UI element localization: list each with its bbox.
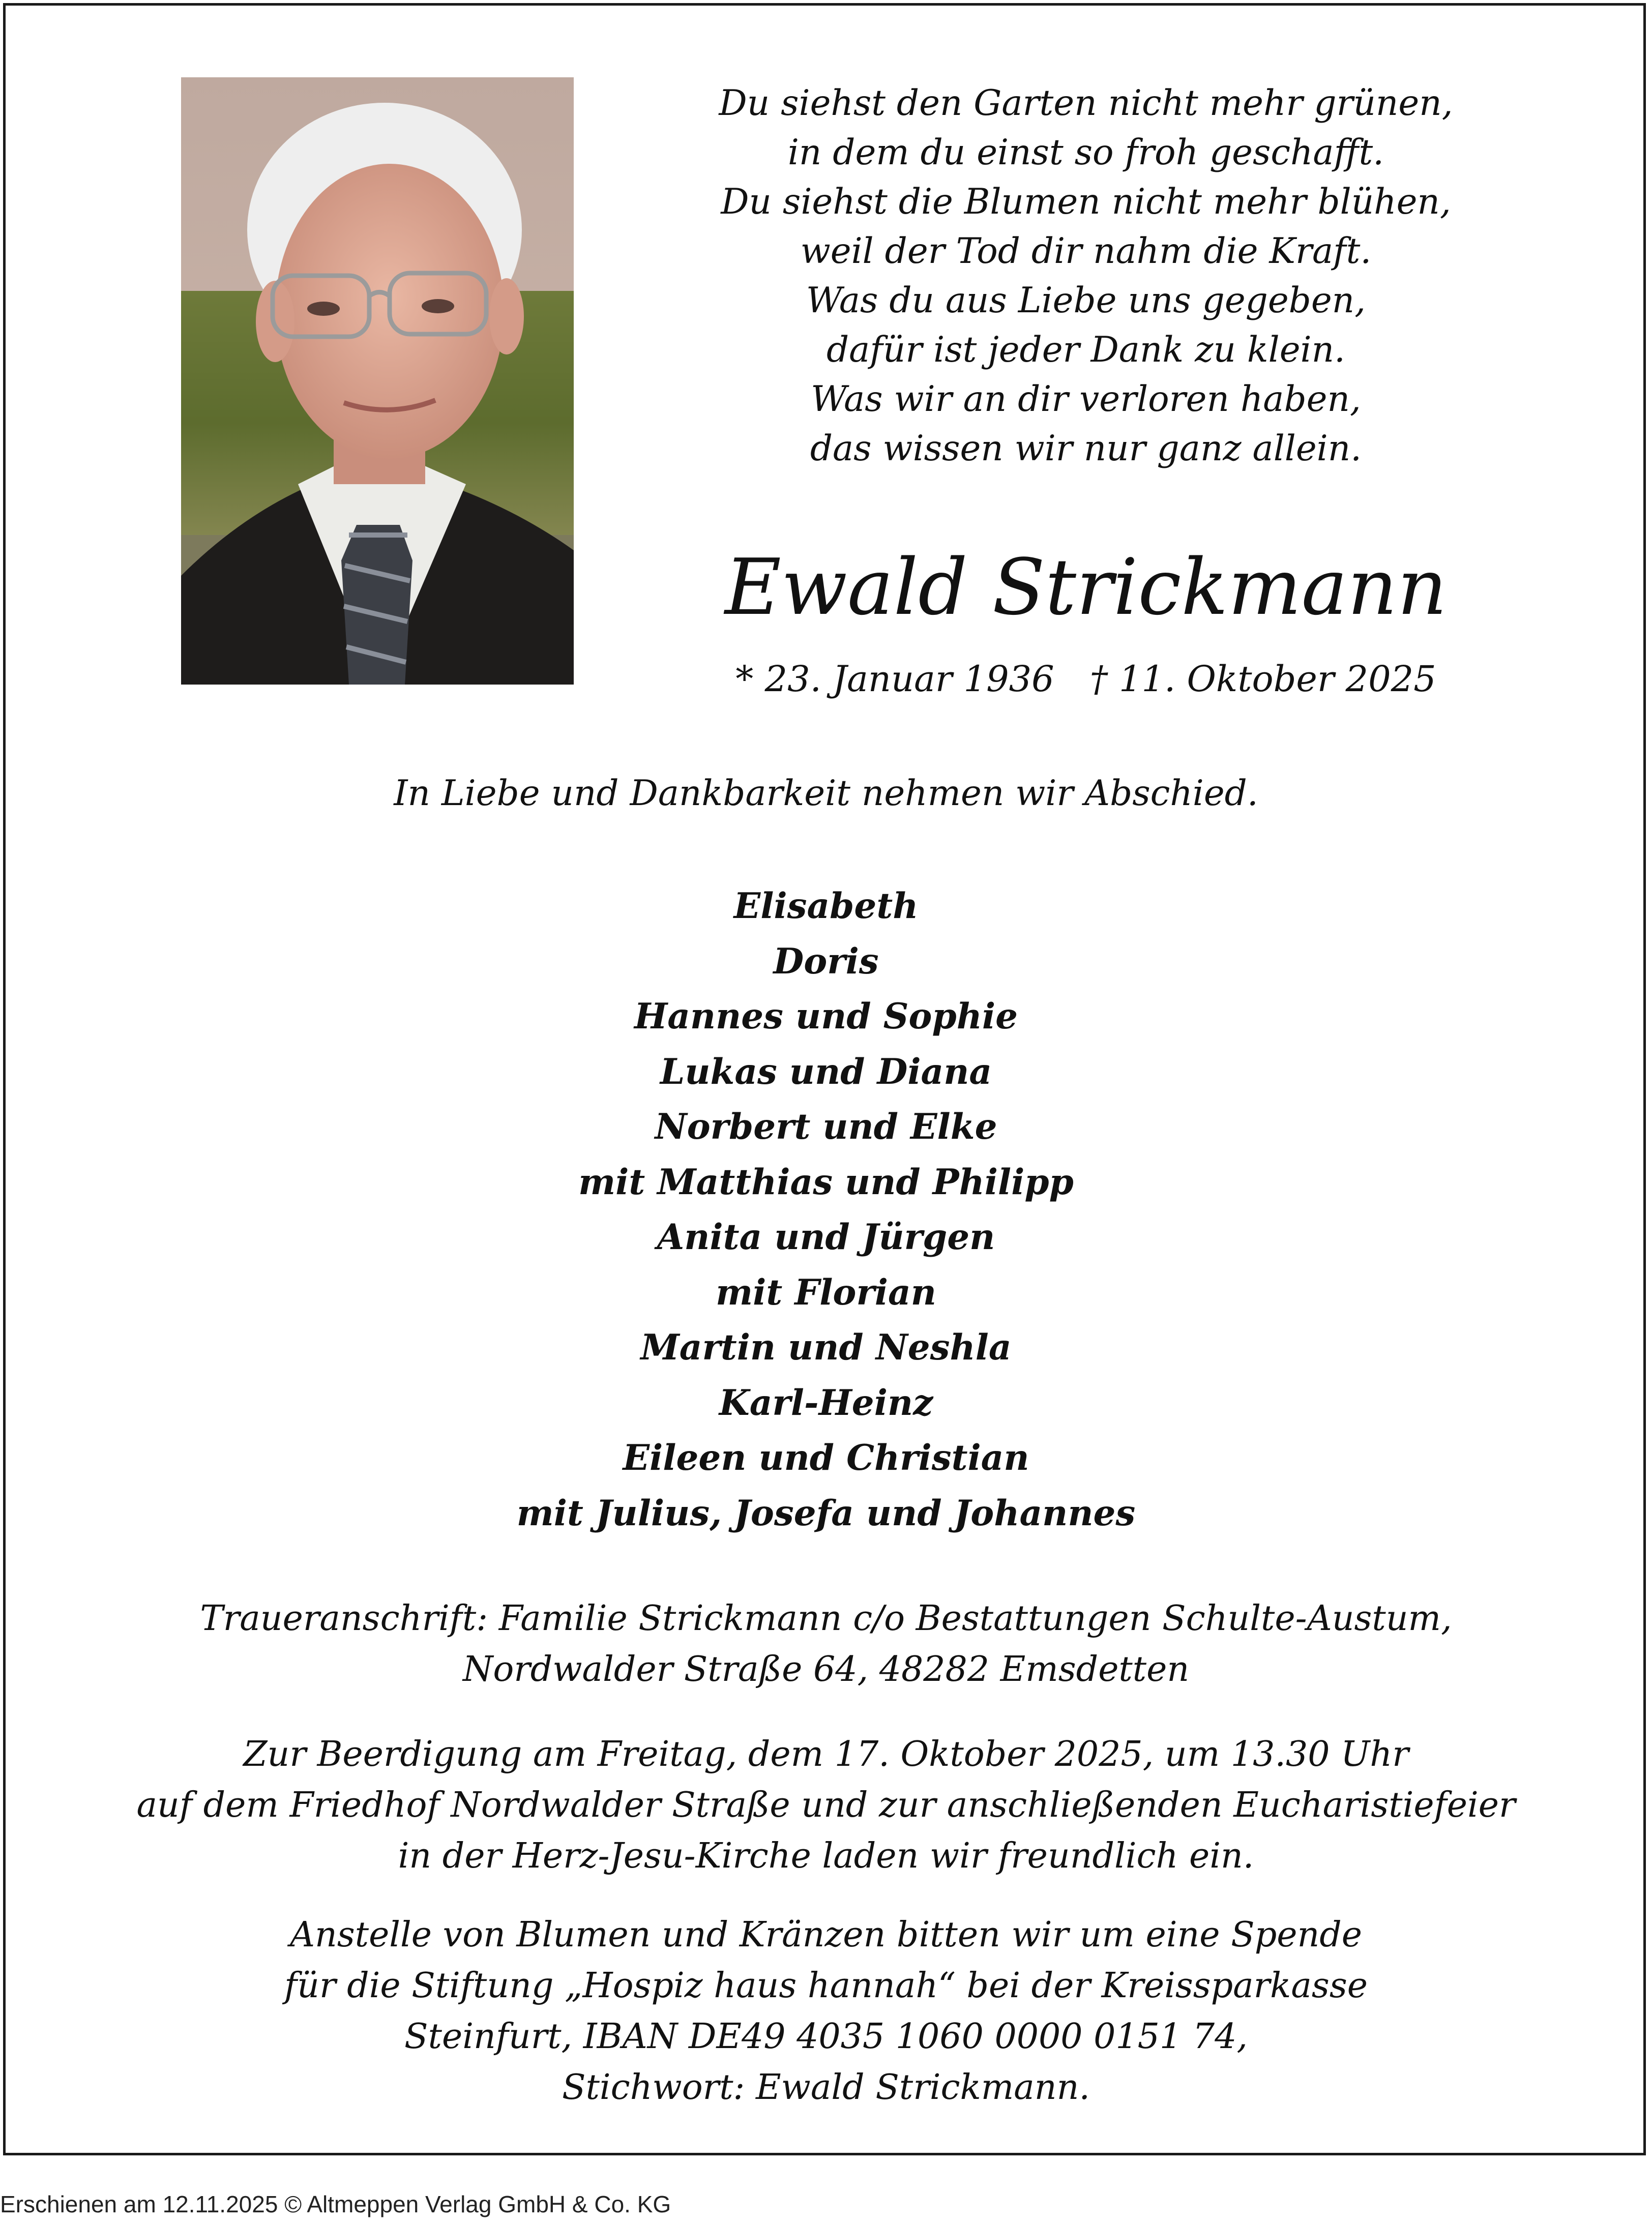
life-dates [656, 656, 1516, 702]
mourning-address [0, 1593, 1652, 1695]
funeral-line: auf dem Friedhof Nordwalder Straße und zur anschließenden Eucharistiefeier [136, 1785, 1516, 1825]
family-member: Doris [773, 940, 879, 982]
family-list [0, 879, 1652, 1541]
poem-line: Was wir an dir verloren haben, [811, 379, 1361, 420]
family-member: mit Matthias und Philipp [578, 1161, 1074, 1203]
poem-line: Was du aus Liebe uns gegeben, [806, 280, 1366, 321]
family-member: Hannes und Sophie [634, 996, 1018, 1037]
family-member: Norbert und Elke [655, 1106, 997, 1147]
donation-line: Anstelle von Blumen und Kränzen bitten wir um eine Spende [289, 1915, 1363, 1955]
family-member: mit Florian [716, 1271, 936, 1313]
family-member: Lukas und Diana [660, 1051, 992, 1092]
family-member: Elisabeth [733, 885, 919, 927]
family-member: Martin und Neshla [640, 1327, 1012, 1368]
address-line: Traueranschrift: Familie Strickmann c/o Bestattungen Schulte-Austum, [200, 1598, 1452, 1639]
poem-line: Du siehst den Garten nicht mehr grünen, [719, 83, 1453, 124]
family-member: mit Julius, Josefa und Johannes [516, 1492, 1136, 1534]
memorial-poem [656, 79, 1516, 473]
poem-line: dafür ist jeder Dank zu klein. [826, 330, 1345, 370]
donation-line: Steinfurt, IBAN DE49 4035 1060 0000 0151 74, [404, 2017, 1248, 2057]
donation-line: für die Stiftung „Hospiz haus hannah“ bei der Kreissparkasse [284, 1966, 1368, 2006]
farewell-text: In Liebe und Dankbarkeit nehmen wir Abschied. [394, 773, 1258, 814]
family-member: Karl-Heinz [719, 1382, 933, 1424]
poem-line: Du siehst die Blumen nicht mehr blühen, [721, 182, 1451, 222]
deceased-name: Ewald Strickmann [724, 542, 1448, 632]
poem-line: in dem du einst so froh geschafft. [787, 132, 1384, 173]
poem-line: das wissen wir nur ganz allein. [810, 428, 1362, 469]
portrait-photo [181, 77, 574, 685]
donation-request [0, 1910, 1652, 2113]
funeral-details [0, 1729, 1652, 1882]
birth-date: * 23. Januar 1936 [735, 658, 1054, 700]
publication-footer: Erschienen am 12.11.2025 © Altmeppen Verlag GmbH & Co. KG [0, 2191, 671, 2217]
death-date: † 11. Oktober 2025 [1089, 658, 1436, 700]
poem-line: weil der Tod dir nahm die Kraft. [800, 231, 1372, 272]
funeral-line: in der Herz-Jesu-Kirche laden wir freundlich ein. [398, 1836, 1254, 1876]
family-member: Anita und Jürgen [657, 1217, 995, 1258]
funeral-line: Zur Beerdigung am Freitag, dem 17. Oktober 2025, um 13.30 Uhr [243, 1734, 1409, 1774]
donation-line: Stichwort: Ewald Strickmann. [562, 2067, 1090, 2108]
address-line: Nordwalder Straße 64, 48282 Emsdetten [462, 1649, 1190, 1690]
family-member: Eileen und Christian [623, 1437, 1029, 1478]
